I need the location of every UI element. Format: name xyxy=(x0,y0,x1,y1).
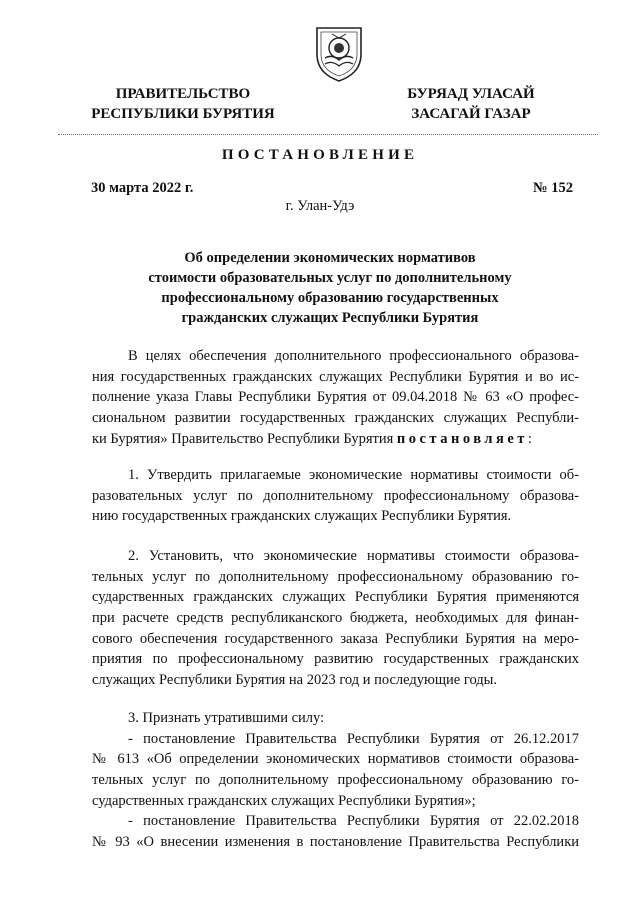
preamble-last-text: ки Бурятия» Правительство Республики Бурятия xyxy=(92,430,397,447)
header-left-line2: РЕСПУБЛИКИ БУРЯТИЯ xyxy=(91,106,275,122)
header-right-line1: БУРЯАД УЛАСАЙ xyxy=(407,86,535,102)
item-1-line: разовательных услуг по дополнительному профессиональному образова- xyxy=(92,487,579,504)
item-3-line: - постановление Правительства Республики Бурятия от 26.12.2017 xyxy=(128,730,579,747)
document-date: 30 марта 2022 г. xyxy=(91,180,194,196)
preamble-colon: : xyxy=(527,430,532,447)
subject-line: Об определении экономических нормативов xyxy=(184,250,476,266)
header-left-line1: ПРАВИТЕЛЬСТВО xyxy=(115,86,251,102)
item-3-paragraph xyxy=(92,708,579,853)
item-2-line: сового обеспечения государственного заказа Республики Бурятия на меро- xyxy=(92,630,579,647)
preamble-line: В целях обеспечения дополнительного профессионального образова- xyxy=(128,348,579,364)
preamble-line: сиональном развитии государственных гражданских служащих Республи- xyxy=(92,410,579,427)
subject-line: профессиональному образованию государственных xyxy=(161,290,499,306)
header-right-line2: ЗАСАГАЙ ГАЗАР xyxy=(411,106,531,122)
item-3-line: сударственных гражданских служащих Республики Бурятия»; xyxy=(92,792,476,809)
government-name-buryat xyxy=(396,84,546,124)
item-2-line: тельных услуг по дополнительному профессиональному образованию го- xyxy=(92,568,579,585)
item-1-line: нию государственных гражданских служащих Республики Бурятия. xyxy=(92,508,512,525)
header-divider xyxy=(58,134,598,135)
item-2-line: 2. Установить, что экономические нормативы стоимости образова- xyxy=(128,548,579,564)
item-1-paragraph xyxy=(92,465,579,527)
item-2-line: сударственных гражданских служащих Республики Бурятия применяются xyxy=(92,589,579,606)
item-1-line: 1. Утвердить прилагаемые экономические нормативы стоимости об- xyxy=(128,467,579,483)
item-3-line: тельных услуг по дополнительному профессиональному образованию го- xyxy=(92,772,579,789)
item-2-line: приятия по профессиональному развитию государственных гражданских xyxy=(92,651,579,668)
item-2-paragraph xyxy=(92,546,579,691)
document-subject xyxy=(100,248,560,328)
item-3-line: № 613 «Об определении экономических нормативов стоимости образова- xyxy=(92,751,579,768)
preamble-last-line xyxy=(92,429,579,450)
item-2-line: служащих Республики Бурятия на 2023 год и последующие годы. xyxy=(92,672,498,689)
decree-keyword: постановляет xyxy=(396,430,528,447)
coat-of-arms-icon xyxy=(312,24,366,82)
government-name-russian xyxy=(88,84,278,124)
item-3-line: 3. Признать утратившими силу: xyxy=(128,710,325,726)
item-3-line: - постановление Правительства Республики Бурятия от 22.02.2018 xyxy=(128,813,579,830)
document-city: г. Улан-Удэ xyxy=(285,198,355,214)
item-3-line: № 93 «О внесении изменения в постановление Правительства Республики xyxy=(92,834,579,851)
item-2-line: при расчете средств республиканского бюджета, необходимых для финан- xyxy=(92,610,579,627)
preamble-line: полнение указа Главы Республики Бурятия от 09.04.2018 № 63 «О профес- xyxy=(92,389,579,406)
preamble-paragraph xyxy=(92,346,579,449)
preamble-line: ния государственных гражданских служащих Республики Бурятия и во ис- xyxy=(92,368,579,385)
subject-line: стоимости образовательных услуг по дополнительному xyxy=(148,270,512,286)
subject-line: гражданских служащих Республики Бурятия xyxy=(181,310,479,326)
document-number: № 152 xyxy=(533,180,573,196)
document-title: ПОСТАНОВЛЕНИЕ xyxy=(221,147,419,163)
